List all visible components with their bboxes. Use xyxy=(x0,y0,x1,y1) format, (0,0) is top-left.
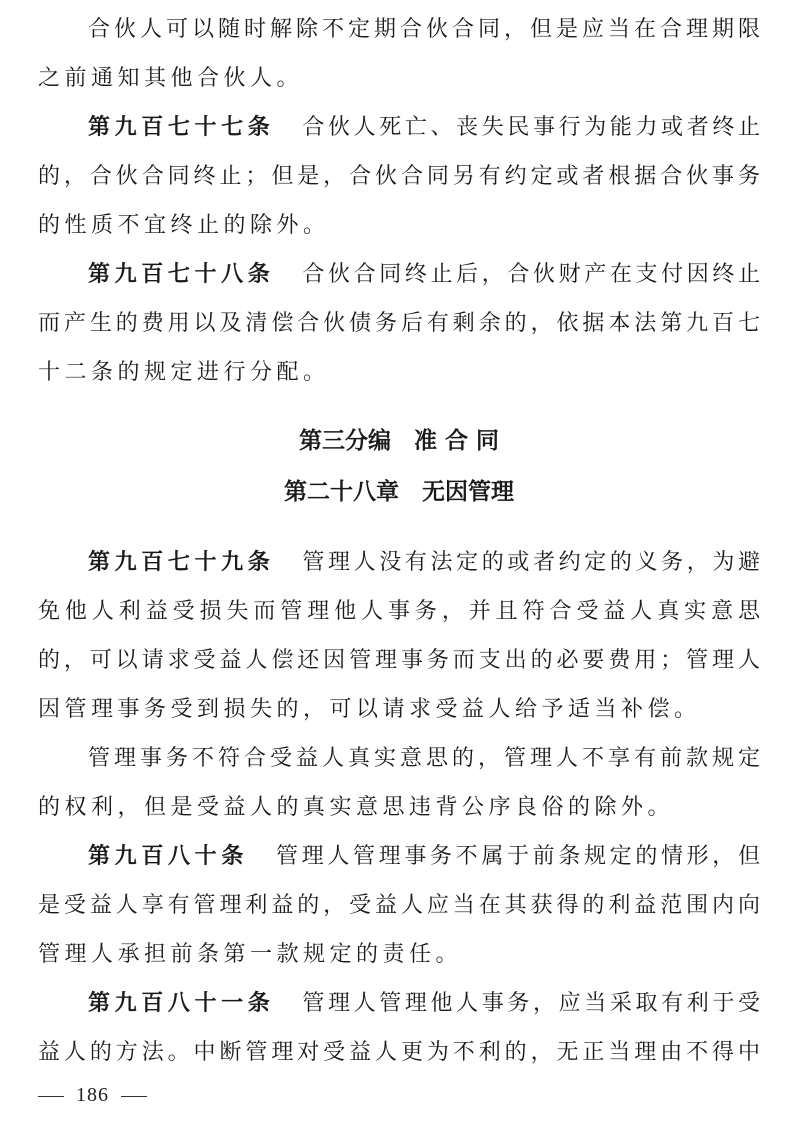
footer-dash-right xyxy=(121,1096,147,1097)
text-span: 管理人没有法定的或者约定的义务，为避 xyxy=(302,550,760,575)
text-line: 的，可以请求受益人偿还因管理事务而支出的必要费用；管理人 xyxy=(38,648,760,673)
article-number: 第九百七十八条 xyxy=(88,262,275,287)
article-number: 第九百七十七条 xyxy=(88,115,275,140)
text-line: 而产生的费用以及清偿合伙债务后有剩余的，依据本法第九百七 xyxy=(38,311,760,336)
part-heading: 第三分编 准 合 同 xyxy=(298,428,499,454)
text-span: 管理人管理他人事务，应当采取有利于受 xyxy=(302,991,760,1016)
text-line: 之前通知其他合伙人。 xyxy=(38,66,304,91)
article-980-first-line xyxy=(88,841,760,873)
text-line: 管理人承担前条第一款规定的责任。 xyxy=(38,942,463,967)
article-977-first-line xyxy=(88,112,760,144)
text-line: 合伙人可以随时解除不定期合伙合同，但是应当在合理期限 xyxy=(88,17,760,42)
text-line: 免他人利益受损失而管理他人事务，并且符合受益人真实意思 xyxy=(38,599,760,624)
text-line: 的，合伙合同终止；但是，合伙合同另有约定或者根据合伙事务 xyxy=(38,164,760,189)
article-number: 第九百八十条 xyxy=(88,844,248,869)
page-footer xyxy=(38,1080,147,1110)
text-span: 管理人管理事务不属于前条规定的情形，但 xyxy=(276,844,760,869)
footer-dash-left xyxy=(38,1096,64,1097)
article-number: 第九百八十一条 xyxy=(88,991,275,1016)
text-line: 因管理事务受到损失的，可以请求受益人给予适当补偿。 xyxy=(38,697,701,722)
document-page xyxy=(38,0,760,1122)
text-line: 管理事务不符合受益人真实意思的，管理人不享有前款规定 xyxy=(88,746,760,771)
chapter-heading: 第二十八章 无因管理 xyxy=(284,479,514,505)
text-line: 十二条的规定进行分配。 xyxy=(38,360,330,385)
text-line: 的权利，但是受益人的真实意思违背公序良俗的除外。 xyxy=(38,795,675,820)
page-number: 186 xyxy=(76,1084,109,1106)
text-span: 合伙合同终止后，合伙财产在支付因终止 xyxy=(302,262,760,287)
article-981-first-line xyxy=(88,988,760,1020)
text-span: 合伙人死亡、丧失民事行为能力或者终止 xyxy=(302,115,760,140)
text-line: 是受益人享有管理利益的，受益人应当在其获得的利益范围内向 xyxy=(38,893,760,918)
article-number: 第九百七十九条 xyxy=(88,550,275,575)
text-line: 的性质不宜终止的除外。 xyxy=(38,213,330,238)
article-978-first-line xyxy=(88,259,760,291)
article-979-first-line xyxy=(88,547,760,579)
text-line: 益人的方法。中断管理对受益人更为不利的，无正当理由不得中 xyxy=(38,1040,760,1065)
